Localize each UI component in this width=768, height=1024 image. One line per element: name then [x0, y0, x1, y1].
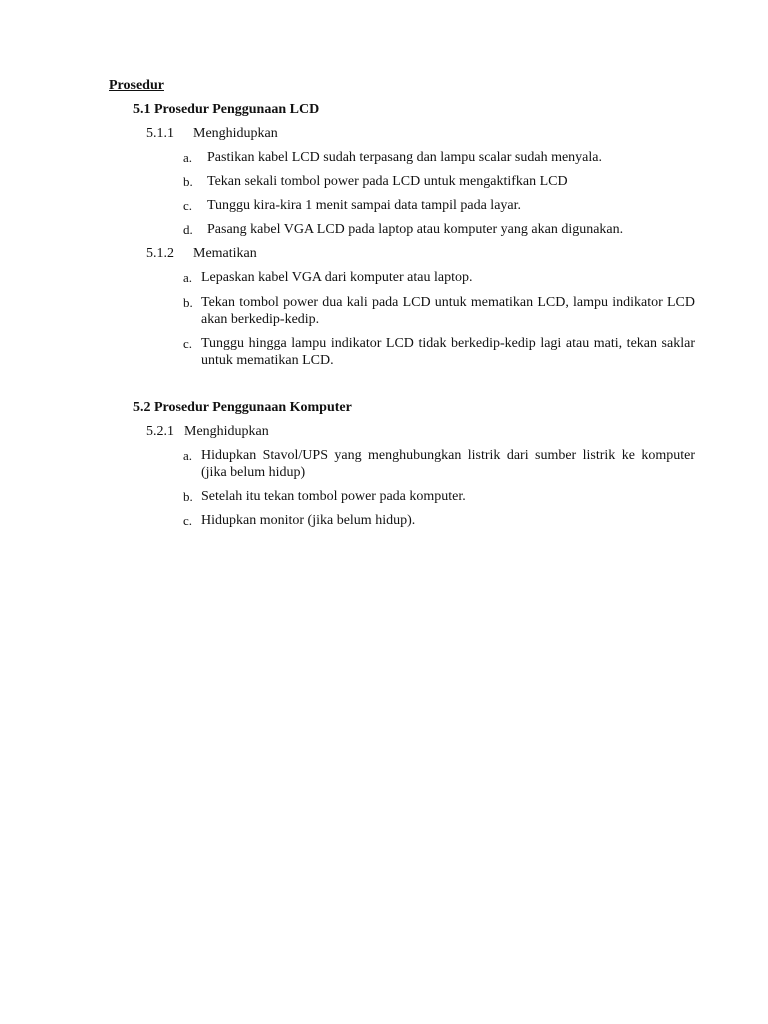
list-item-text: Hidupkan Stavol/UPS yang menghubungkan listrik dari sumber listrik ke komputer (jika belum hidup): [201, 448, 695, 480]
list-item: [183, 335, 695, 369]
subsection-number: 5.1.2: [146, 246, 174, 261]
list-marker: b.: [183, 174, 193, 189]
list-marker: a.: [183, 448, 193, 463]
subsection-number: 5.2.1: [146, 424, 174, 439]
list-item: [183, 221, 695, 238]
list-item: [183, 269, 695, 286]
list-item: [183, 197, 695, 214]
subsection-heading-menghidupkan-komputer: [146, 423, 269, 440]
subsection-heading-menghidupkan-lcd: [146, 125, 278, 142]
list-item: [183, 488, 695, 505]
list-item: [183, 294, 695, 328]
subsection-number: 5.1.1: [146, 126, 174, 141]
document-title: Prosedur: [109, 78, 164, 93]
section-heading-komputer: 5.2 Prosedur Penggunaan Komputer: [133, 400, 352, 415]
subsection-label: Menghidupkan: [193, 126, 278, 141]
list-marker: d.: [183, 222, 193, 237]
list-marker: c.: [183, 513, 193, 528]
list-item: [183, 512, 695, 529]
list-item-text: Tekan sekali tombol power pada LCD untuk mengaktifkan LCD: [207, 174, 568, 189]
list-item-text: Lepaskan kabel VGA dari komputer atau laptop.: [201, 270, 473, 285]
subsection-heading-mematikan-lcd: [146, 245, 257, 262]
list-item: [183, 173, 695, 190]
list-item-text: Setelah itu tekan tombol power pada komputer.: [201, 489, 466, 504]
list-marker: c.: [183, 336, 193, 351]
subsection-label: Menghidupkan: [184, 424, 269, 439]
list-item: [183, 149, 695, 166]
list-item-text: Pasang kabel VGA LCD pada laptop atau komputer yang akan digunakan.: [207, 222, 624, 237]
list-item-text: Tunggu kira-kira 1 menit sampai data tampil pada layar.: [207, 198, 522, 213]
list-item-text: Hidupkan monitor (jika belum hidup).: [201, 513, 416, 528]
list-marker: c.: [183, 198, 193, 213]
list-item-text: Pastikan kabel LCD sudah terpasang dan lampu scalar sudah menyala.: [207, 150, 602, 165]
list-item-text: Tekan tombol power dua kali pada LCD untuk mematikan LCD, lampu indikator LCD akan berkedip-kedip.: [201, 295, 695, 327]
section-heading-lcd: 5.1 Prosedur Penggunaan LCD: [133, 102, 320, 117]
list-item: [183, 447, 695, 481]
list-item-text: Tunggu hingga lampu indikator LCD tidak berkedip-kedip lagi atau mati, tekan saklar untuk mematikan LCD.: [201, 336, 695, 368]
list-marker: a.: [183, 270, 193, 285]
list-marker: b.: [183, 295, 193, 310]
list-marker: a.: [183, 150, 193, 165]
list-marker: b.: [183, 489, 193, 504]
subsection-label: Mematikan: [193, 246, 257, 261]
